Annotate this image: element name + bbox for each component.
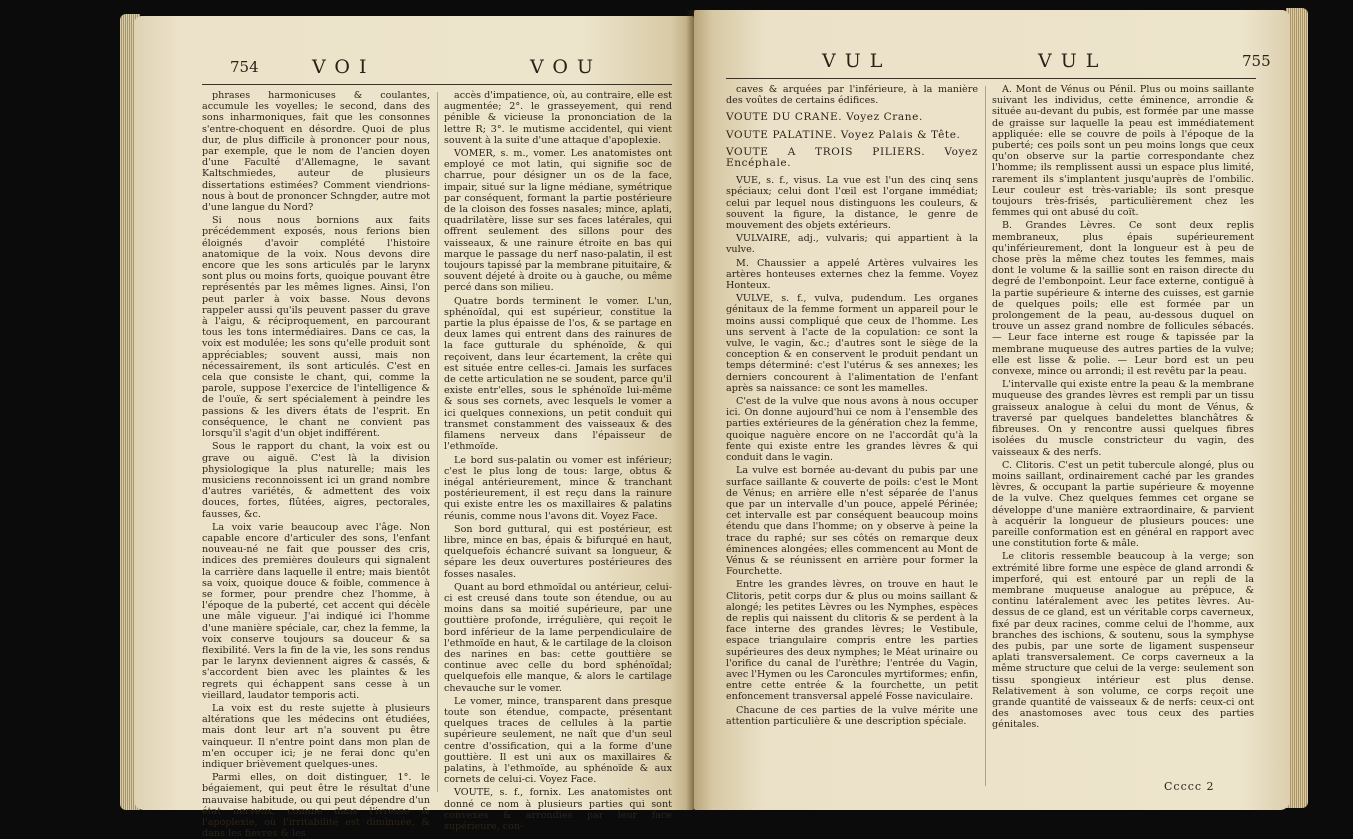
paragraph: M. Chaussier a appelé Artères vulvaires les artères honteuses externes chez la femme. Voyez Honteux. [726,257,978,292]
paragraph: Quatre bords terminent le vomer. L'un, sphénoïdal, qui est supérieur, constitue la partie la plus épaisse de l'os, & se partage en deux lames qui entrent dans des rainures de la face gutturale du sphénoïde, & qui reçoivent, dans leur écartement, la crête qui est située entre celles-ci. Jamais les surfaces de cette articulation ne se soudent, parce qu'il existe entr'elles, sous le sphénoïde lui-même & sous ses cornets, avec lesquels le vomer a ici quelques connexions, un petit conduit qui transmet constamment des vaisseaux & des filamens nerveux dans l'épaisseur de l'ethmoïde. [444,295,672,453]
paragraph: VOMER, s. m., vomer. Les anatomistes ont employé ce mot latin, qui signifie soc de charrue, pour désigner un os de la face, impair, situé sur la ligne médiane, symétrique par conséquent, formant la partie postérieure de la cloison des fosses nasales; mince, aplati, quadrilatère, lisse sur ses faces latérales, qui offrent seulement des sillons pour des vaisseaux, & une rainure étroite en bas qui marque le passage du nerf naso-palatin, il est toujours tapissé par la membrane pituitaire, & souvent déjeté à droite ou à gauche, ou même percé dans son milieu. [444,148,672,294]
left-column-divider [437,92,438,792]
paragraph: Si nous nous bornions aux faits précédemment exposés, nous ferions bien éloignés d'avoir complété l'histoire anatomique de la voix. Nous devons dire encore que les sons articulés par le larynx sont plus ou moins forts, quoique pouvant être représentés par les mêmes lignes. Ainsi, l'on peut parler à voix basse. Nous devons rappeler aussi qu'ils peuvent passer du grave à l'aigu, & réciproquement, en parcourant tous les tons intermédiaires. Dans ce cas, la voix est modulée; les sons qu'elle produit sont appréciables; souvent aussi, mais non nécessairement, ils sont articulés. C'est en cela que consiste le chant, qui, comme la parole, suppose l'exercice de l'intelligence & de l'ouïe, & sert spécialement à peindre les passions & les divers états de l'esprit. En conséquence, le chant ne convient pas lorsqu'il s'agit d'un objet indifférent. [202,215,430,440]
paragraph: phrases harmonicuses & coulantes, accumule les voyelles; le second, dans des sons inharmoniques, fait que les consonnes s'entre-choquent en désordre. Quoi de plus dur, de plus difficile à prononcer pour nous, par exemple, que le nom de l'ancien doyen d'une Faculté d'Allemagne, le savant Kaltschmiedes, auteur de plusieurs dissertations estimées? Comment viendrions-nous à bout de prononcer Schngder, autre mot d'une langue du Nord? [202,90,430,214]
paragraph: Sous le rapport du chant, la voix est ou grave ou aiguë. C'est là la division physiologique la plus naturelle; mais les musiciens reconnoissent ici un grand nombre d'autres variétés, & admettent des voix douces, fortes, flûtées, aigres, pectorales, fausses, &c. [202,441,430,520]
paragraph: C'est de la vulve que nous avons à nous occuper ici. On donne aujourd'hui ce nom à l'ensemble des parties extérieures de la génération chez la femme, quoique naguère encore on ne l'accordât qu'à la fente qui existe entre les grandes lèvres & qui conduit dans le vagin. [726,396,978,464]
paragraph: VOUTE PALATINE. Voyez Palais & Tête. [726,128,961,141]
paragraph: L'intervalle qui existe entre la peau & la membrane muqueuse des grandes lèvres est rempli par un tissu graisseux analogue à celui du mont de Vénus, & traversé par quelques bandelettes blanchâtres & fibreuses. On y rencontre aussi quelques fibres isolées du muscle constricteur du vagin, des vaisseaux & des nerfs. [992,379,1254,458]
left-running-head-vou: VOU [530,56,602,78]
left-column-2 [444,90,672,832]
paragraph: Son bord guttural, qui est postérieur, est libre, mince en bas, épais & bifurqué en haut, quelquefois échancré suivant sa longueur, & sépare les deux ouvertures postérieures des fosses nasales. [444,523,672,580]
paragraph: accès d'impatience, où, au contraire, elle est augmentée; 2°. le grasseyement, qui rend pénible & vicieuse la prononciation de la lettre R; 3°. le mutisme accidentel, qui vient souvent à la suite d'une attaque d'apoplexie. [444,90,672,146]
paragraph: Parmi elles, on doit distinguer, 1°. le bégaiement, qui peut être le résultat d'une mauvaise habitude, ou qui peut dépendre d'un état nerveux, comme dans l'ivresse & l'apoplexie, où l'irritabilité est diminuée, & dans les fièvres & les [202,772,430,839]
paragraph: A. Mont de Vénus ou Pénil. Plus ou moins saillante suivant les individus, cette éminence, arrondie & située au-devant du pubis, est formée par une masse de graisse sur laquelle la peau est immédiatement appliquée: elle se couvre de poils à l'époque de la puberté; ces poils sont un peu moins longs que ceux qu'on observe sur la partie correspondante chez l'homme; ils remplissent aussi un espace plus limité, rarement ils s'implantent jusqu'auprès de l'ombilic. Leur couleur est très-variable; ils sont presque toujours très-frisés, particulièrement chez les femmes qui ont abusé du coït. [992,84,1254,219]
right-running-head-vul-1: VUL [822,50,892,72]
paragraph: caves & arquées par l'inférieure, à la manière des voûtes de certains édifices. [726,84,978,107]
paragraph: VULVE, s. f., vulva, pudendum. Les organes génitaux de la femme forment un appareil pour le moins aussi compliqué que ceux de l'homme. Les uns servent à l'acte de la copulation: ce sont la vulve, le vagin, &c.; d'autres sont le siège de la conception & en conservent le produit pendant un temps déterminé: c'est l'utérus & ses annexes; les derniers concourent à l'alimentation de l'enfant après sa naissance: ce sont les mamelles. [726,293,978,394]
paragraph: B. Grandes Lèvres. Ce sont deux replis membraneux, plus épais supérieurement qu'inférieurement, dont la longueur est à peu de chose près la même chez toutes les femmes, mais dont le volume & la saillie sont en raison directe du degré de l'embonpoint. Leur face externe, contiguë à la partie supérieure & interne des cuisses, est garnie de quelques poils; elle est formée par un prolongement de la peau, au-dessous duquel on trouve un assez grand nombre de follicules sébacés. — Leur face interne est rouge & tapissée par la membrane muqueuse des autres parties de la vulve; elle est lisse & polie. — Leur bord est un peu convexe, mince ou arrondi; il est revêtu par la peau. [992,220,1254,378]
paragraph: Le bord sus-palatin ou vomer est inférieur; c'est le plus long de tous: large, obtus & inégal antérieurement, mince & tranchant postérieurement, il est reçu dans la rainure qui existe entre les os maxillaires & palatins réunis, comme nous l'avons dit. Voyez Face. [444,454,672,522]
right-running-head-vul-2: VUL [1038,50,1108,72]
paragraph: VUE, s. f., visus. La vue est l'un des cinq sens spéciaux; celui dont l'œil est l'organe immédiat; celui par lequel nous distinguons les couleurs, & souvent la figure, la distance, le genre de mouvement des objets extérieurs. [726,175,978,232]
right-column-1 [726,84,978,794]
paragraph: La vulve est bornée au-devant du pubis par une surface saillante & couverte de poils: c'est le Mont de Vénus; en arrière elle n'est séparée de l'anus que par un intervalle d'un pouce, appelé Périnée; cet intervalle est par conséquent beaucoup moins étendu que dans l'homme; on y observe à peine la trace du raphé; sur ses côtés on remarque deux éminences alongées; elles commencent au Mont de Vénus & se réunissent en arrière pour former la Fourchette. [726,465,978,578]
left-page-number: 754 [230,58,259,76]
left-page [134,16,694,839]
paragraph: La voix est du reste sujette à plusieurs altérations que les médecins ont étudiées, mais dont leur art n'a souvent pu être vainqueur. Il n'entre point dans mon plan de m'en occuper ici; je ne ferai donc qu'en indiquer brièvement quelques-unes. [202,702,430,770]
left-header-rule [202,84,672,85]
right-column-divider [985,86,986,786]
paragraph: Quant au bord ethmoïdal ou antérieur, celui-ci est creusé dans toute son étendue, ou au moins dans sa moitié supérieure, par une gouttière profonde, irrégulière, qui reçoit le bord inférieur de la lame perpendiculaire de l'ethmoïde en haut, & le cartilage de la cloison des narines en bas: cette gouttière se continue avec celle du bord sphénoïdal; quelquefois elle manque, & alors le cartilage chevauche sur le vomer. [444,581,672,694]
paragraph: VULVAIRE, adj., vulvaris; qui appartient à la vulve. [726,233,978,256]
right-page [694,10,1290,810]
paragraph: VOUTE DU CRANE. Voyez Crane. [726,111,923,124]
paragraph: La voix varie beaucoup avec l'âge. Non capable encore d'articuler des sons, l'enfant nouveau-né ne fait que pousser des cris, indices des premières douleurs qui signalent la carrière dans laquelle il entre; mais bientôt sa voix, quoique douce & foible, commence à se former, pour prendre chez l'homme, à l'époque de la puberté, cet accent qui décèle une mâle vigueur. J'ai indiqué ici l'homme d'une manière spéciale, car, chez la femme, la voix conserve toujours sa douceur & sa flexibilité. Vers la fin de la vie, les sons rendus par le larynx deviennent aigres & cassés, & s'accordent bien avec les plaintes & les regrets qui échappent sans cesse à un vieillard, laudator temporis acti. [202,521,430,701]
paragraph: Entre les grandes lèvres, on trouve en haut le Clitoris, petit corps dur & plus ou moins saillant & alongé; les petites Lèvres ou les Nymphes, espèces de replis qui naissent du clitoris & se perdent à la face interne des grandes lèvres; le Vestibule, espace triangulaire compris entre les parties supérieures des deux nymphes; le Méat urinaire ou l'orifice du canal de l'urèthre; l'entrée du Vagin, avec l'Hymen ou les Caroncules myrtiformes; enfin, entre cette entrée & la fourchette, un petit enfoncement transversal appelé Fosse naviculaire. [726,579,978,703]
paragraph: VOUTE, s. f., fornix. Les anatomistes ont donné ce nom à plusieurs parties qui sont convexes & arrondies par leur face supérieure, con- [444,787,672,832]
right-column-2 [992,84,1254,774]
right-page-number: 755 [1242,52,1271,70]
paragraph: Le clitoris ressemble beaucoup à la verge; son extrémité libre forme une espèce de gland arrondi & imperforé, qui est entouré par un repli de la membrane muqueuse analogue au prépuce, & continu latéralement avec les petites lèvres. Au-dessus de ce gland, est un véritable corps caverneux, fixé par deux racines, comme celui de l'homme, aux branches des ischions, & soutenu, sous la symphyse des pubis, par une sorte de ligament suspenseur aplati transversalement. Ce corps caverneux a la même structure que celui de la verge: seulement son tissu spongieux intérieur est plus dense. Relativement à son volume, ce corps reçoit une grande quantité de vaisseaux & de nerfs: ceux-ci ont des anastomoses avec tous ceux des parties génitales. [992,551,1254,731]
paragraph: Le vomer, mince, transparent dans presque toute son étendue, compacte, présentant quelques traces de cellules à la partie supérieure seulement, ne naît que d'un seul centre d'ossification, qui a la forme d'une gouttière. Il est uni aux os maxillaires & palatins, à l'ethmoïde, au sphénoïde & aux cornets de celui-ci. Voyez Face. [444,695,672,786]
right-header-rule [726,78,1256,79]
left-column-1 [202,90,430,839]
paragraph: Chacune de ces parties de la vulve mérite une attention particulière & une description spéciale. [726,704,978,727]
paragraph: C. Clitoris. C'est un petit tubercule alongé, plus ou moins saillant, ordinairement caché par les grandes lèvres, & occupant la partie supérieure & moyenne de la vulve. Chez quelques femmes cet organe se développe d'une manière extraordinaire, & parvient à acquérir la longueur de plusieurs pouces: une pareille conformation est en général en rapport avec une constitution forte & mâle. [992,459,1254,550]
left-running-head-voi: VOI [312,56,376,78]
signature-mark: Ccccc 2 [1164,780,1215,793]
paragraph: VOUTE A TROIS PILIERS. Voyez Encéphale. [726,145,978,170]
